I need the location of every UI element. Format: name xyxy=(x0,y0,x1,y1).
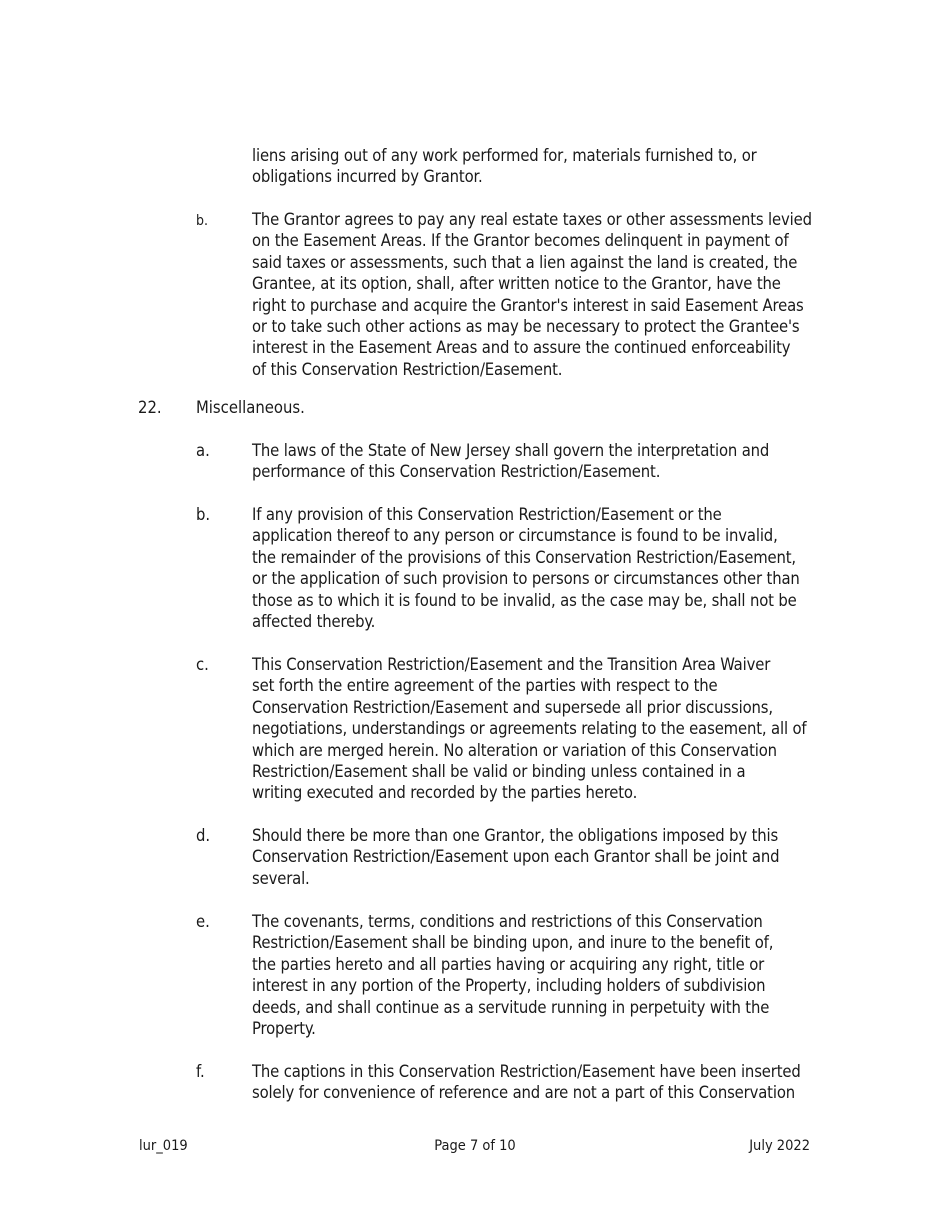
text-line: Restriction/Easement shall be valid or binding unless contained in a xyxy=(252,762,746,782)
text-line: performance of this Conservation Restriction/Easement. xyxy=(252,462,661,482)
item-label-22d: d. xyxy=(196,826,211,845)
text-line: solely for convenience of reference and are not a part of this Conservation xyxy=(252,1083,796,1103)
text-line: of this Conservation Restriction/Easement. xyxy=(252,359,563,379)
text-line: said taxes or assessments, such that a lien against the land is created, the xyxy=(252,252,798,272)
text-line: or to take such other actions as may be necessary to protect the Grantee's xyxy=(252,317,800,337)
text-line: This Conservation Restriction/Easement and the Transition Area Waiver xyxy=(252,655,771,674)
text-line: writing executed and recorded by the parties hereto. xyxy=(252,783,638,803)
text-line: on the Easement Areas. If the Grantor becomes delinquent in payment of xyxy=(252,231,789,251)
text-line: Should there be more than one Grantor, the obligations imposed by this xyxy=(252,826,779,845)
section-number: 22. xyxy=(138,398,162,417)
item-22d-paragraph xyxy=(252,825,779,889)
item-22c-paragraph xyxy=(252,654,807,804)
text-line: Property. xyxy=(252,1019,316,1039)
continuation-paragraph xyxy=(252,145,757,188)
text-line: The laws of the State of New Jersey shall govern the interpretation and xyxy=(252,441,770,460)
item-22f-paragraph xyxy=(252,1061,801,1104)
text-line: affected thereby. xyxy=(252,612,376,632)
footer-date: July 2022 xyxy=(749,1138,810,1154)
text-line: The Grantor agrees to pay any real estate taxes or other assessments levied xyxy=(252,210,812,229)
text-line: or the application of such provision to persons or circumstances other than xyxy=(252,569,800,589)
text-line: The captions in this Conservation Restriction/Easement have been inserted xyxy=(252,1062,801,1081)
item-22e-paragraph xyxy=(252,911,773,1039)
item-label-21b: b. xyxy=(196,213,208,229)
text-line: set forth the entire agreement of the parties with respect to the xyxy=(252,676,718,696)
text-line: those as to which it is found to be invalid, as the case may be, shall not be xyxy=(252,590,797,610)
text-line: If any provision of this Conservation Restriction/Easement or the xyxy=(252,505,722,524)
item-label-22c: c. xyxy=(196,655,209,674)
item-label-22a: a. xyxy=(196,441,210,460)
item-label-22b: b. xyxy=(196,505,211,524)
text-line: several. xyxy=(252,868,310,888)
text-line: interest in the Easement Areas and to assure the continued enforceability xyxy=(252,338,791,358)
text-line: Conservation Restriction/Easement upon each Grantor shall be joint and xyxy=(252,847,780,867)
text-line: application thereof to any person or circumstance is found to be invalid, xyxy=(252,526,778,546)
text-line: Conservation Restriction/Easement and supersede all prior discussions, xyxy=(252,697,773,717)
text-line: negotiations, understandings or agreements relating to the easement, all of xyxy=(252,719,807,739)
item-label-22f: f. xyxy=(196,1062,205,1081)
footer-page-number: Page 7 of 10 xyxy=(434,1138,516,1154)
text-line: deeds, and shall continue as a servitude running in perpetuity with the xyxy=(252,997,770,1017)
text-line: Grantee, at its option, shall, after written notice to the Grantor, have the xyxy=(252,274,781,294)
text-line: Restriction/Easement shall be binding upon, and inure to the benefit of, xyxy=(252,933,774,953)
text-line: interest in any portion of the Property, including holders of subdivision xyxy=(252,976,766,996)
item-22a-paragraph xyxy=(252,440,769,483)
text-line: which are merged herein. No alteration or variation of this Conservation xyxy=(252,740,777,760)
section-title: Miscellaneous. xyxy=(196,398,305,417)
text-line: liens arising out of any work performed for, materials furnished to, or xyxy=(252,146,757,165)
text-line: right to purchase and acquire the Grantor's interest in said Easement Areas xyxy=(252,295,804,315)
item-label-22e: e. xyxy=(196,912,210,931)
text-line: the remainder of the provisions of this Conservation Restriction/Easement, xyxy=(252,547,796,567)
item-22b-paragraph xyxy=(252,504,800,632)
text-line: the parties hereto and all parties having or acquiring any right, title or xyxy=(252,954,765,974)
text-line: The covenants, terms, conditions and restrictions of this Conservation xyxy=(252,912,763,931)
item-21b-paragraph xyxy=(252,209,812,380)
text-line: obligations incurred by Grantor. xyxy=(252,167,483,187)
footer-form-id: lur_019 xyxy=(139,1138,188,1154)
